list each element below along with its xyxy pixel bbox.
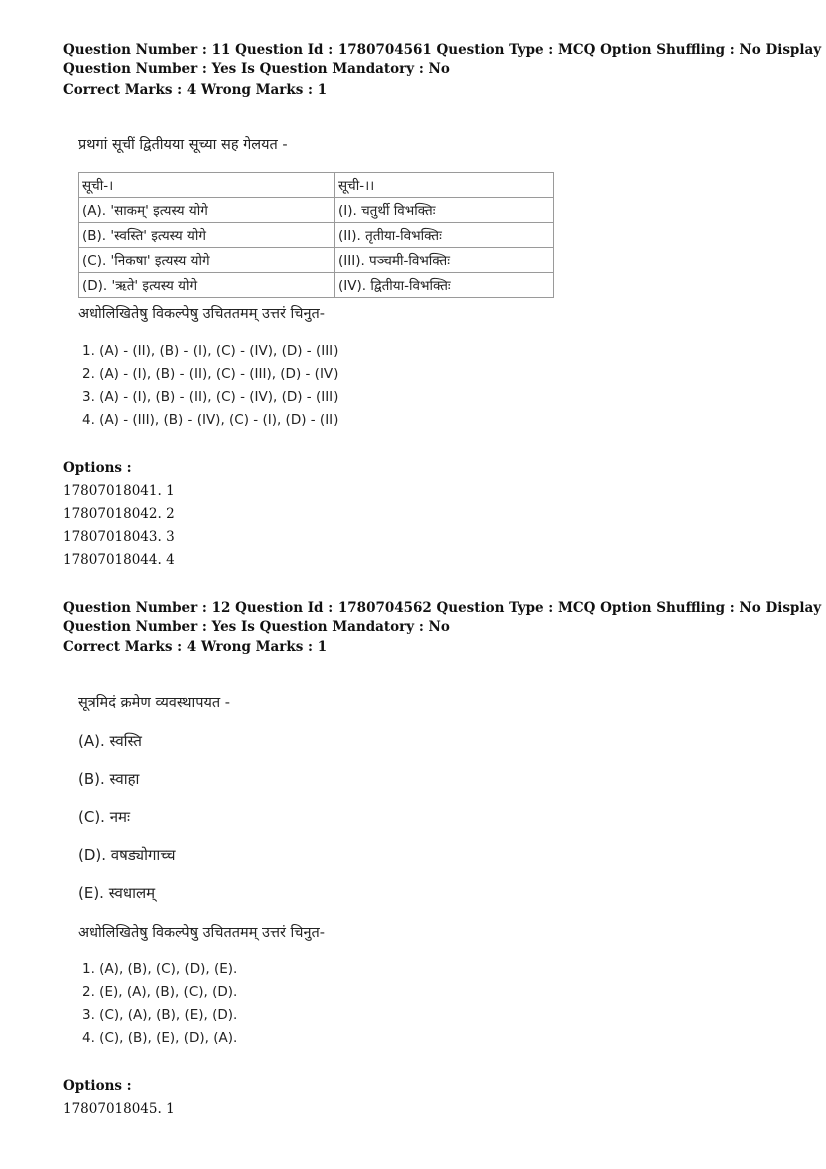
q12-choice-1: 1. (A), (B), (C), (D), (E). bbox=[82, 961, 238, 977]
table-cell: (II). तृतीया-विभक्तिः bbox=[335, 223, 554, 248]
q12-item-c: (C). नमः bbox=[78, 808, 131, 826]
q12-item-b: (B). स्वाहा bbox=[78, 770, 140, 788]
q12-option-1: 17807018045. 1 bbox=[63, 1101, 175, 1117]
table-row bbox=[79, 248, 554, 273]
q11-choice-1: 1. (A) - (II), (B) - (I), (C) - (IV), (D) - (III) bbox=[82, 343, 339, 359]
table-row bbox=[79, 273, 554, 298]
q11-prompt: प्रथगां सूचीं द्वितीयया सूच्या सह गेलयत - bbox=[78, 137, 288, 153]
table-cell: (B). 'स्वस्ति' इत्यस्य योगे bbox=[79, 223, 335, 248]
q12-header-line1: Question Number : 12 Question Id : 1780704562 Question Type : MCQ Option Shuffling : No Display bbox=[63, 600, 822, 616]
q12-item-d: (D). वषड्योगाच्च bbox=[78, 846, 176, 864]
q12-choice-2: 2. (E), (A), (B), (C), (D). bbox=[82, 984, 238, 1000]
table-header-row bbox=[79, 173, 554, 198]
q12-item-a: (A). स्वस्ति bbox=[78, 732, 142, 750]
q12-instruction: अधोलिखितेषु विकल्पेषु उचिततमम् उत्तरं चिनुत- bbox=[78, 925, 326, 941]
table-row bbox=[79, 198, 554, 223]
q11-choice-4: 4. (A) - (III), (B) - (IV), (C) - (I), (D) - (II) bbox=[82, 412, 339, 428]
table-cell: (A). 'साकम्' इत्यस्य योगे bbox=[79, 198, 335, 223]
table-row bbox=[79, 223, 554, 248]
q11-match-table bbox=[78, 172, 554, 298]
table-cell: (I). चतुर्थी विभक्तिः bbox=[335, 198, 554, 223]
q11-option-4: 17807018044. 4 bbox=[63, 552, 175, 568]
q12-prompt: सूत्रमिदं क्रमेण व्यवस्थापयत - bbox=[78, 695, 230, 711]
table-cell: सूची-। bbox=[79, 173, 335, 198]
table-cell: (IV). द्वितीया-विभक्तिः bbox=[335, 273, 554, 298]
q12-choice-4: 4. (C), (B), (E), (D), (A). bbox=[82, 1030, 238, 1046]
q11-header-line1: Question Number : 11 Question Id : 1780704561 Question Type : MCQ Option Shuffling : No Display bbox=[63, 42, 822, 58]
q11-option-3: 17807018043. 3 bbox=[63, 529, 175, 545]
table-cell: (III). पञ्चमी-विभक्तिः bbox=[335, 248, 554, 273]
q11-choice-2: 2. (A) - (I), (B) - (II), (C) - (III), (D) - (IV) bbox=[82, 366, 339, 382]
q11-header-line2: Question Number : Yes Is Question Mandatory : No bbox=[63, 61, 450, 77]
q12-item-e: (E). स्वधालम् bbox=[78, 884, 156, 902]
q12-header-line3: Correct Marks : 4 Wrong Marks : 1 bbox=[63, 639, 328, 655]
q11-header-line3: Correct Marks : 4 Wrong Marks : 1 bbox=[63, 82, 328, 98]
table-cell: (D). 'ऋते' इत्यस्य योगे bbox=[79, 273, 335, 298]
q11-choice-3: 3. (A) - (I), (B) - (II), (C) - (IV), (D) - (III) bbox=[82, 389, 339, 405]
q12-header-line2: Question Number : Yes Is Question Mandatory : No bbox=[63, 619, 450, 635]
table-cell: सूची-।। bbox=[335, 173, 554, 198]
q12-options-label: Options : bbox=[63, 1078, 132, 1094]
q11-options-label: Options : bbox=[63, 460, 132, 476]
table-cell: (C). 'निकषा' इत्यस्य योगे bbox=[79, 248, 335, 273]
q11-option-1: 17807018041. 1 bbox=[63, 483, 175, 499]
q11-option-2: 17807018042. 2 bbox=[63, 506, 175, 522]
q12-choice-3: 3. (C), (A), (B), (E), (D). bbox=[82, 1007, 238, 1023]
q11-instruction: अधोलिखितेषु विकल्पेषु उचिततमम् उत्तरं चिनुत- bbox=[78, 306, 326, 322]
